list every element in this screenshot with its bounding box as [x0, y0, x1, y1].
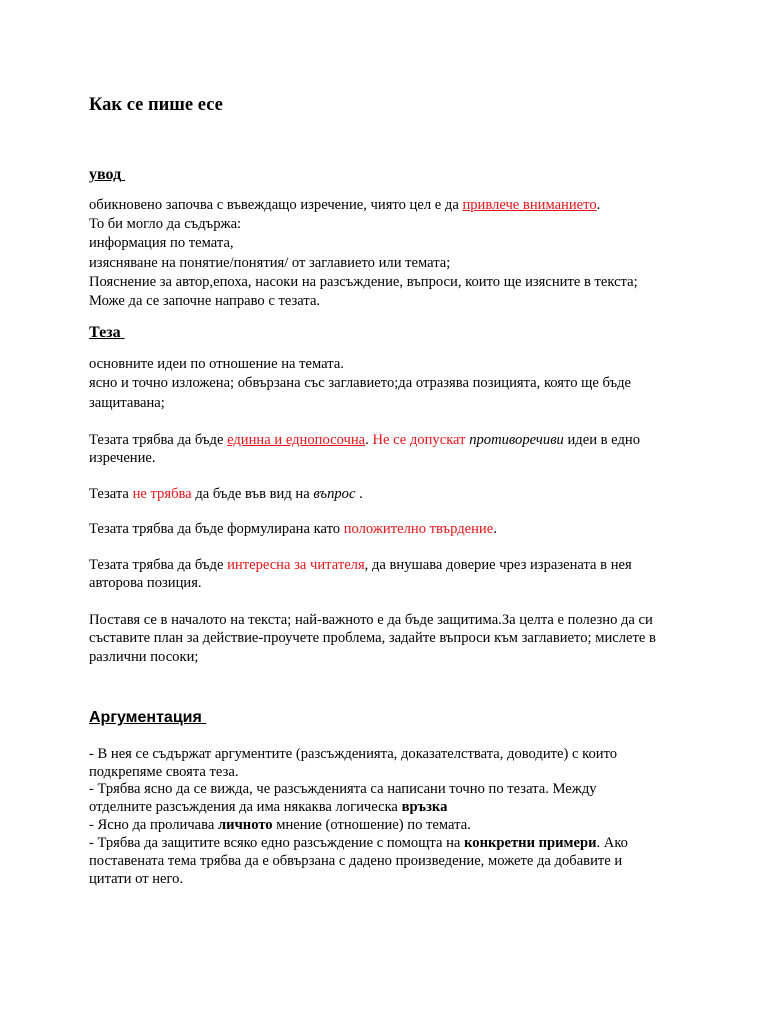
- thesis-para-4-line-2: авторова позиция.: [89, 575, 202, 591]
- highlight-interesting: интересна за читателя: [227, 557, 365, 573]
- thesis-para-5-line-1: Поставя се в началото на текста; най-важното е да бъде защитима.За целта е полезно да си: [89, 612, 653, 628]
- intro-heading: увод: [89, 166, 122, 183]
- highlight-positive-statement: положително твърдение: [343, 521, 494, 537]
- thesis-line-3: защитавана;: [89, 395, 165, 411]
- thesis-line-1: основните идеи по отношение на темата.: [89, 356, 344, 372]
- intro-line-2: То би могло да съдържа:: [89, 216, 242, 232]
- thesis-para-4: Тезата трябва да бъде интересна за читателя, да внушава доверие чрез изразената в нея: [89, 557, 632, 573]
- argument-line-3: - Трябва ясно да се вижда, че разсъжденията са написани точно по тезата. Между: [89, 781, 597, 797]
- highlight-attention: привлече вниманието: [462, 197, 597, 213]
- intro-line-5: Пояснение за автор,епоха, насоки на разсъждение, въпроси, които ще изясните в текста;: [89, 274, 638, 290]
- thesis-heading: Теза: [89, 324, 121, 341]
- thesis-line-2: ясно и точно изложена; обвързана със заглавието;да отразява позицията, която ще бъде: [89, 375, 632, 391]
- intro-line-3: информация по темата,: [89, 235, 234, 251]
- argument-line-8: цитати от него.: [89, 871, 184, 887]
- page-title: Как се пише есе: [89, 95, 223, 115]
- emphasis-connection: връзка: [401, 799, 448, 815]
- argument-line-1: - В нея се съдържат аргументите (разсъжденията, доказателствата, доводите) с които: [89, 746, 618, 762]
- argument-heading: Аргументация: [89, 709, 202, 726]
- thesis-para-1: Тезата трябва да бъде единна и еднопосочна. Не се допускат противоречиви идеи в едно: [89, 432, 641, 448]
- thesis-para-2: Тезата не трябва да бъде във вид на въпрос .: [89, 486, 363, 502]
- emphasis-personal: личното: [217, 817, 273, 833]
- intro-line-1: обикновено започва с въвеждащо изречение, чиято цел е да привлече вниманието.: [89, 197, 601, 213]
- intro-line-4: изясняване на понятие/понятия/ от заглавието или темата;: [89, 255, 451, 271]
- thesis-para-5-line-3: различни посоки;: [89, 649, 199, 665]
- argument-line-4: отделните разсъждения да има някаква логическа връзка: [89, 799, 448, 815]
- thesis-para-1-line-2: изречение.: [89, 450, 156, 466]
- highlight-must-not: не трябва: [132, 486, 192, 502]
- highlight-not-allowed: Не се допускат: [372, 432, 470, 448]
- argument-line-6: - Трябва да защитите всяко едно разсъждение с помощта на конкретни примери. Ако: [89, 835, 628, 851]
- argument-line-5: - Ясно да проличава личното мнение (отношение) по темата.: [89, 817, 471, 833]
- intro-line-6: Може да се започне направо с тезата.: [89, 293, 321, 309]
- highlight-unified: единна и еднопосочна: [227, 432, 366, 448]
- thesis-para-3: Тезата трябва да бъде формулирана като положително твърдение.: [89, 521, 497, 537]
- argument-line-7: поставената тема трябва да е обвързана с дадено произведение, можете да добавите и: [89, 853, 623, 869]
- emphasis-examples: конкретни примери: [464, 835, 597, 851]
- argument-line-2: подкрепяме своята теза.: [89, 764, 239, 780]
- thesis-para-5-line-2: съставите план за действие-проучете проблема, задайте въпроси към заглавието; мислете в: [89, 630, 656, 646]
